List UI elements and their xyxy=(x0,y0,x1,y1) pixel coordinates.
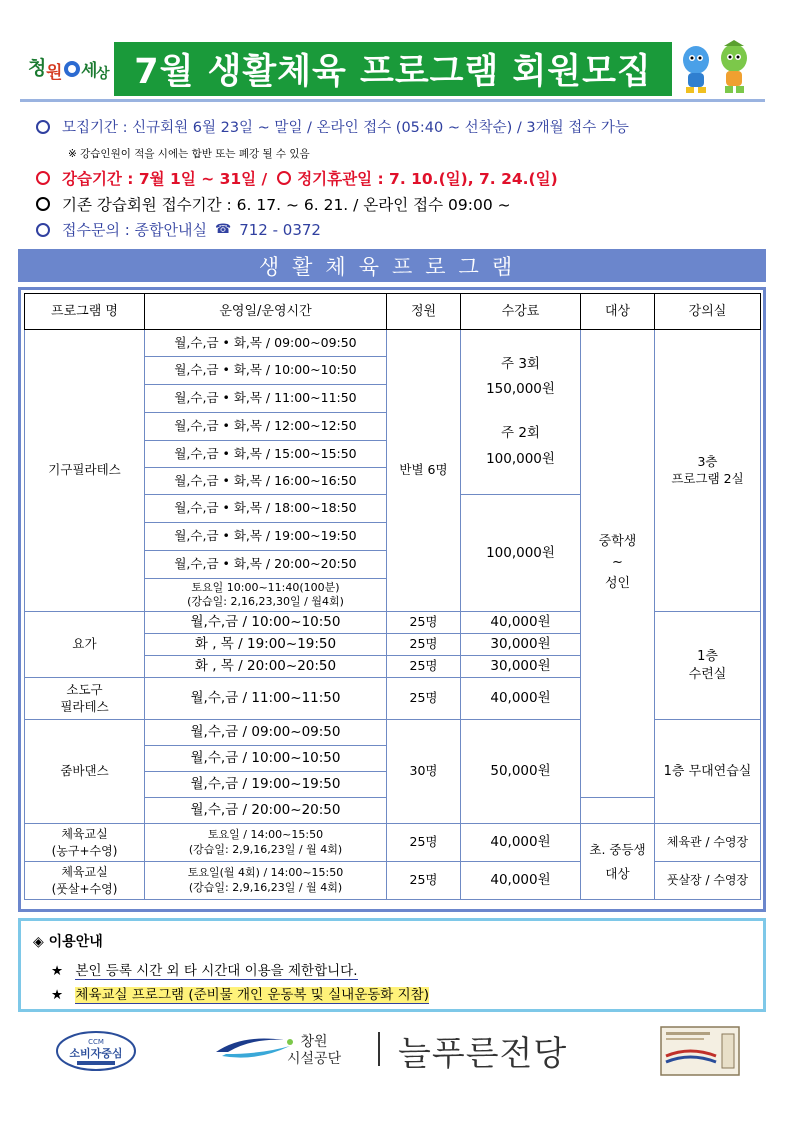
schedule-cell: 화 , 목 / 19:00~19:50 xyxy=(145,634,387,656)
fee-freq: 주 3회 xyxy=(501,355,540,372)
star-icon: ★ xyxy=(51,963,64,979)
program-name-line: 필라테스 xyxy=(60,698,109,714)
ccm-small-text: CCM xyxy=(88,1038,104,1046)
room-text: 수련실 xyxy=(688,666,727,682)
fee-cell: 50,000원 xyxy=(461,720,581,824)
changwon-logo xyxy=(26,44,110,90)
fee-cell: 40,000원 xyxy=(461,824,581,862)
circle-bullet-icon xyxy=(36,171,50,185)
class-period xyxy=(36,167,558,189)
capacity-cell: 25명 xyxy=(387,656,461,678)
notice-text-part: 체육교실 프로그램 xyxy=(75,987,185,1003)
program-name-line: (농구+수영) xyxy=(51,843,118,858)
program-name xyxy=(25,862,145,900)
target-text: 중학생 xyxy=(598,534,637,550)
schedule-line: 토요일 10:00~11:40(100분) xyxy=(191,580,340,594)
notice-text-part: (준비물 개인 운동복 및 실내운동화 지참) xyxy=(188,987,429,1003)
room-cell: 1층 무대연습실 xyxy=(655,720,761,824)
schedule-cell: 월,수,금 / 20:00~20:50 xyxy=(145,798,387,824)
program-name: 줌바댄스 xyxy=(25,720,145,824)
fee-cell: 40,000원 xyxy=(461,862,581,900)
svg-text:상: 상 xyxy=(96,66,110,82)
notice-text xyxy=(75,987,429,1004)
circle-bullet-icon xyxy=(36,120,50,134)
notice-text: 본인 등록 시간 외 타 시간대 이용을 제한합니다. xyxy=(75,963,358,979)
schedule-cell: 월,수,금 • 화,목 / 16:00~16:50 xyxy=(145,468,387,495)
svg-text:원: 원 xyxy=(46,63,63,83)
capacity-cell: 25명 xyxy=(387,824,461,862)
schedule-cell: 월,수,금 • 화,목 / 12:00~12:50 xyxy=(145,413,387,441)
room-cell: 체육관 / 수영장 xyxy=(655,824,761,862)
schedule-cell: 월,수,금 / 19:00~19:50 xyxy=(145,772,387,798)
schedule-cell: 월,수,금 / 10:00~10:50 xyxy=(145,612,387,634)
fee-freq: 주 2회 xyxy=(501,425,540,441)
target-text: ~ xyxy=(612,555,623,571)
header-capacity: 정원 xyxy=(387,294,461,330)
capacity-cell: 25명 xyxy=(387,862,461,900)
room-cell xyxy=(655,330,761,612)
class-period-text: 강습기간 : 7월 1일 ~ 31일 / xyxy=(62,170,268,188)
section-title: 생활체육프로그램 xyxy=(18,249,766,282)
schedule-cell: 월,수,금 • 화,목 / 15:00~15:50 xyxy=(145,441,387,468)
room-text: 프로그램 2실 xyxy=(671,470,744,486)
header-room: 강의실 xyxy=(655,294,761,330)
program-name-line: 체육교실 xyxy=(61,865,108,880)
phone-icon: ☎ xyxy=(215,222,232,237)
capacity-cell: 반별 6명 xyxy=(387,330,461,612)
agency-name-line: 시설공단 xyxy=(287,1051,342,1067)
schedule-cell: 월,수,금 / 09:00~09:50 xyxy=(145,720,387,746)
program-table xyxy=(18,287,766,912)
mascot-icon xyxy=(676,38,756,98)
program-name-line: (풋살+수영) xyxy=(51,881,118,896)
ccm-text: 소비자중심 xyxy=(69,1047,123,1060)
contact-info xyxy=(36,219,321,240)
certificate-icon xyxy=(660,1026,740,1076)
program-name-line: 소도구 xyxy=(66,681,103,697)
room-text: 3층 xyxy=(697,453,718,469)
agency-name-line: 창원 xyxy=(300,1034,328,1050)
program-name-line: 체육교실 xyxy=(61,827,108,842)
schedule-line: (강습일: 2,9,16,23일 / 월 4회) xyxy=(188,842,343,856)
recruit-period-text: 모집기간 : 신규회원 6월 23일 ~ 말일 / 온라인 접수 (05:40 ~ 선착순) / 3개월 접수 가능 xyxy=(62,120,629,136)
recruit-period xyxy=(36,116,629,137)
fee-amount: 100,000원 xyxy=(486,450,555,467)
target-cell xyxy=(581,824,655,900)
schedule-line: 토요일(월 4회) / 14:00~15:50 xyxy=(187,866,344,880)
existing-member-period xyxy=(36,193,511,215)
schedule-cell: 월,수,금 • 화,목 / 19:00~19:50 xyxy=(145,523,387,551)
header-fee: 수강료 xyxy=(461,294,581,330)
schedule-cell: 월,수,금 • 화,목 / 20:00~20:50 xyxy=(145,551,387,579)
schedule-cell: 월,수,금 / 10:00~10:50 xyxy=(145,746,387,772)
notice-item xyxy=(51,983,429,1003)
schedule-cell: 월,수,금 • 화,목 / 11:00~11:50 xyxy=(145,385,387,413)
circle-bullet-icon xyxy=(36,223,50,237)
capacity-cell: 25명 xyxy=(387,634,461,656)
phone-number: 712 - 0372 xyxy=(239,220,321,239)
fee-cell: 30,000원 xyxy=(461,634,581,656)
fee-cell: 40,000원 xyxy=(461,612,581,634)
fee-cell xyxy=(461,330,581,495)
notice-title: ◈ 이용안내 xyxy=(33,934,103,950)
schedule-line: (강습일: 2,9,16,23일 / 월 4회) xyxy=(188,880,343,894)
capacity-cell: 25명 xyxy=(387,678,461,720)
star-icon: ★ xyxy=(51,987,64,1003)
circle-bullet-icon xyxy=(277,171,291,185)
schedule-cell: 월,수,금 • 화,목 / 09:00~09:50 xyxy=(145,330,387,357)
target-text: 대상 xyxy=(605,865,630,881)
header-target: 대상 xyxy=(581,294,655,330)
closed-days-text: 정기휴관일 : 7. 10.(일), 7. 24.(일) xyxy=(297,170,558,188)
schedule-line: (강습일: 2,16,23,30일 / 월4회) xyxy=(187,595,344,608)
room-text: 1층 xyxy=(697,648,718,664)
fee-amount: 150,000원 xyxy=(486,381,555,398)
schedule-cell xyxy=(145,824,387,862)
fee-cell: 40,000원 xyxy=(461,678,581,720)
agency-name xyxy=(287,1034,341,1068)
header-schedule: 운영일/운영시간 xyxy=(145,294,387,330)
table-row xyxy=(25,824,761,862)
svg-text:청: 청 xyxy=(28,57,47,79)
program-name: 요가 xyxy=(25,612,145,678)
fee-cell: 100,000원 xyxy=(461,495,581,612)
svg-text:세: 세 xyxy=(81,61,98,81)
table-row xyxy=(25,330,761,357)
table-header-row xyxy=(25,294,761,330)
contact-label: 접수문의 : 종합안내실 xyxy=(62,221,208,239)
room-cell xyxy=(655,612,761,720)
notice-item xyxy=(51,959,358,979)
fee-cell: 30,000원 xyxy=(461,656,581,678)
capacity-cell: 25명 xyxy=(387,612,461,634)
target-text: 성인 xyxy=(604,575,631,591)
schedule-cell: 화 , 목 / 20:00~20:50 xyxy=(145,656,387,678)
existing-member-text: 기존 강습회원 접수기간 : 6. 17. ~ 6. 21. / 온라인 접수 09:00 ~ xyxy=(62,196,511,214)
program-name: 기구필라테스 xyxy=(25,330,145,612)
capacity-cell: 30명 xyxy=(387,720,461,824)
program-name xyxy=(25,824,145,862)
schedule-cell xyxy=(145,862,387,900)
title-divider xyxy=(20,99,765,102)
schedule-cell: 월,수,금 • 화,목 / 10:00~10:50 xyxy=(145,357,387,385)
brand-name: 늘푸른전당 xyxy=(398,1034,568,1074)
ccm-certification-logo xyxy=(55,1030,137,1072)
footer-divider xyxy=(378,1032,380,1066)
circle-bullet-icon xyxy=(36,197,50,211)
schedule-cell xyxy=(145,579,387,612)
target-cell xyxy=(581,330,655,798)
room-cell: 풋살장 / 수영장 xyxy=(655,862,761,900)
program-name xyxy=(25,678,145,720)
target-text: 초. 중등생 xyxy=(589,841,646,857)
schedule-cell: 월,수,금 / 11:00~11:50 xyxy=(145,678,387,720)
program-table-grid xyxy=(24,293,761,900)
schedule-cell: 월,수,금 • 화,목 / 18:00~18:50 xyxy=(145,495,387,523)
usage-notice xyxy=(18,918,766,1012)
page-title: 7월 생활체육 프로그램 회원모집 xyxy=(114,42,672,96)
schedule-line: 토요일 / 14:00~15:50 xyxy=(207,828,324,842)
header-program: 프로그램 명 xyxy=(25,294,145,330)
merge-note: ※ 강습인원이 적을 시에는 합반 또는 폐강 될 수 있음 xyxy=(68,148,310,160)
